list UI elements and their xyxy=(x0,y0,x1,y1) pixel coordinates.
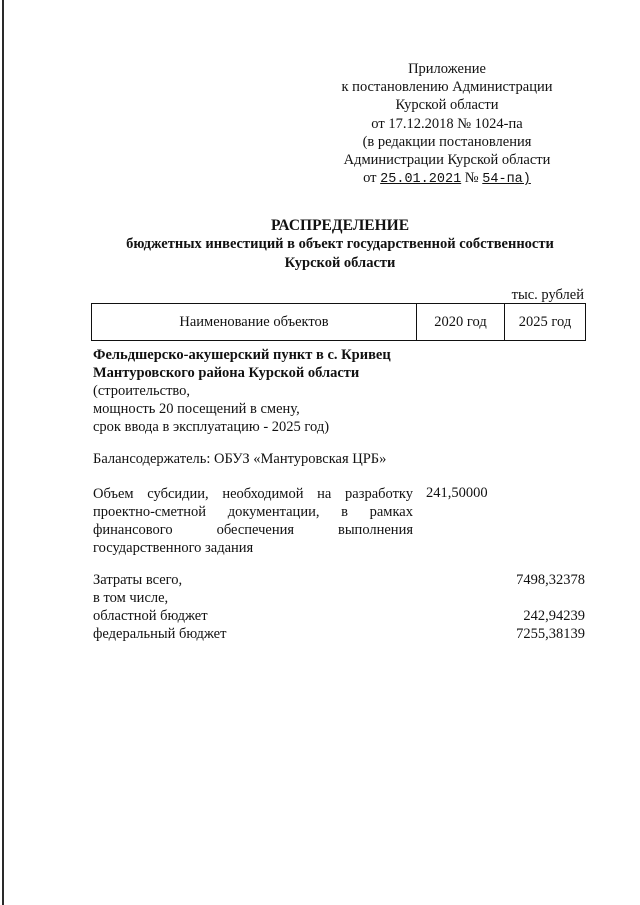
column-header-objects: Наименование объектов xyxy=(92,304,417,340)
cost-label: в том числе, xyxy=(93,590,169,606)
appendix-amendment xyxy=(317,169,577,189)
column-header-2025: 2025 год xyxy=(518,313,572,330)
table-header xyxy=(91,303,586,341)
object-title-line: Мантуровского района Курской области xyxy=(93,365,360,381)
object-description xyxy=(93,382,413,436)
appendix-block xyxy=(317,60,577,189)
subsidy-value-2020: 241,50000 xyxy=(426,485,488,501)
appendix-edition-note: (в редакции постановления xyxy=(362,133,532,150)
cost-row-regional xyxy=(93,607,585,625)
amendment-number: 54-па) xyxy=(482,172,531,188)
cost-label: федеральный бюджет xyxy=(93,626,227,642)
cost-label: областной бюджет xyxy=(93,608,208,624)
object-description-line: срок ввода в эксплуатацию - 2025 год) xyxy=(93,419,330,435)
cost-row-federal xyxy=(93,625,585,643)
amendment-number-sign: № xyxy=(464,170,479,187)
cost-value-2025: 7498,32378 xyxy=(516,572,585,588)
object-description-line: (строительство, xyxy=(93,383,191,399)
subsidy-line: финансового обеспечения выполнения xyxy=(93,522,413,538)
cost-value-2025: 7255,38139 xyxy=(516,626,585,642)
cost-label: Затраты всего, xyxy=(93,572,183,588)
title-main: РАСПРЕДЕЛЕНИЕ xyxy=(270,217,410,234)
subsidy-line: Объем субсидии, необходимой на разработку xyxy=(93,486,413,502)
appendix-administration: Администрации Курской области xyxy=(343,152,551,169)
object-description-line: мощность 20 посещений в смену, xyxy=(93,401,300,417)
subsidy-line: государственного задания xyxy=(93,540,254,556)
object-title xyxy=(93,346,413,382)
cost-value-2025: 242,94239 xyxy=(523,608,585,624)
scan-page-edge xyxy=(2,0,4,905)
appendix-title: Приложение xyxy=(408,61,486,77)
costs-block xyxy=(93,571,585,643)
units-label: тыс. рублей xyxy=(511,287,584,303)
title-subtitle-line1: бюджетных инвестиций в объект государственной собственности xyxy=(126,236,554,252)
subsidy-description xyxy=(93,485,413,557)
amendment-date: 25.01.2021 xyxy=(380,172,462,188)
document-title xyxy=(0,216,640,273)
appendix-resolution: к постановлению Администрации xyxy=(341,79,553,96)
cost-row-including xyxy=(93,589,585,607)
column-header-2020: 2020 год xyxy=(417,304,505,340)
appendix-date-number: от 17.12.2018 № 1024-па xyxy=(371,115,523,132)
amendment-prefix: от xyxy=(363,170,377,187)
object-title-line: Фельдшерско-акушерский пункт в с. Кривец xyxy=(93,347,391,363)
title-subtitle-line2: Курской области xyxy=(284,255,396,271)
balance-holder: Балансодержатель: ОБУЗ «Мантуровская ЦРБ» xyxy=(93,451,387,467)
subsidy-line: проектно-сметной документации, в рамках xyxy=(93,504,413,520)
cost-row-total xyxy=(93,571,585,589)
appendix-region: Курской области xyxy=(395,97,499,114)
